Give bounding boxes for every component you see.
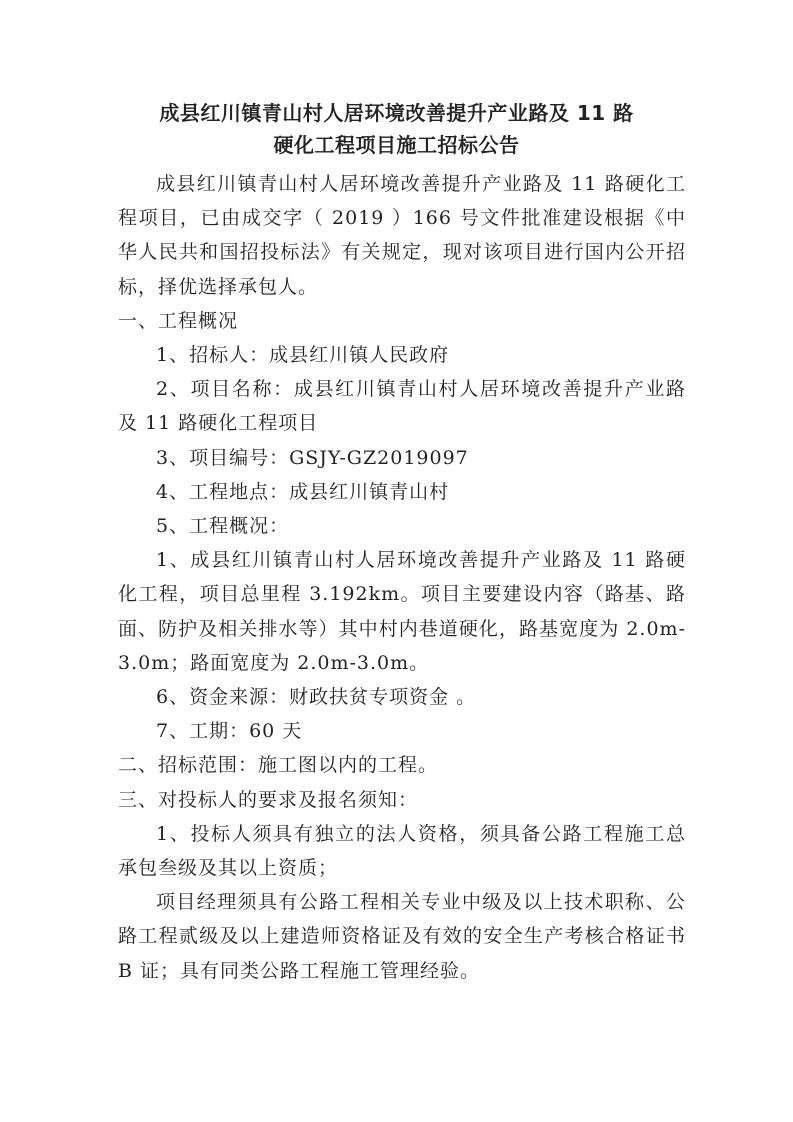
section3-item-qualification: 1、投标人须具有独立的法人资格，须具备公路工程施工总承包叁级及其以上资质； [118, 822, 686, 880]
section1-item-overview-heading: 5、工程概况： [156, 515, 290, 538]
section1-item-project-name: 2、项目名称：成县红川镇青山村人居环境改善提升产业路及 11 路硬化工程项目 [118, 378, 686, 435]
section2-scope: 二、招标范围：施工图以内的工程。 [118, 754, 439, 777]
section3-heading: 三、对投标人的要求及报名须知： [118, 788, 419, 811]
document-body [118, 167, 686, 988]
section1-item-location: 4、工程地点：成县红川镇青山村 [156, 480, 450, 503]
intro-paragraph: 成县红川镇青山村人居环境改善提升产业路及 11 路硬化工程项目，已由成交字（ 2019 ）166 号文件批准建设根据《中华人民共和国招投标法》有关规定，现对该项目进行国内公开招标，择优选择承包人。 [118, 173, 686, 298]
section1-item-funding: 6、资金来源：财政扶贫专项资金 。 [156, 686, 477, 709]
section3-item-manager: 项目经理须具有公路工程相关专业中级及以上技术职称、公路工程贰级及以上建造师资格证及有效的安全生产考核合格证书 B 证；具有同类公路工程施工管理经验。 [118, 891, 686, 982]
document-title-line2: 硬化工程项目施工招标公告 [273, 133, 520, 157]
section1-item-tenderer: 1、招标人：成县红川镇人民政府 [156, 344, 450, 367]
section1-item-overview-detail: 1、成县红川镇青山村人居环境改善提升产业路及 11 路硬化工程，项目总里程 3.192km。项目主要建设内容（路基、路面、防护及相关排水等）其中村内巷道硬化，路基宽度为 2.0m-3.0m；路面宽度为 2.0m-3.0m。 [118, 549, 686, 674]
section1-item-duration: 7、工期：60 天 [156, 720, 303, 743]
section1-item-project-number: 3、项目编号：GSJY-GZ2019097 [156, 446, 469, 469]
section1-heading: 一、工程概况 [118, 309, 239, 332]
document-title-line1: 成县红川镇青山村人居环境改善提升产业路及 11 路 [159, 101, 634, 125]
